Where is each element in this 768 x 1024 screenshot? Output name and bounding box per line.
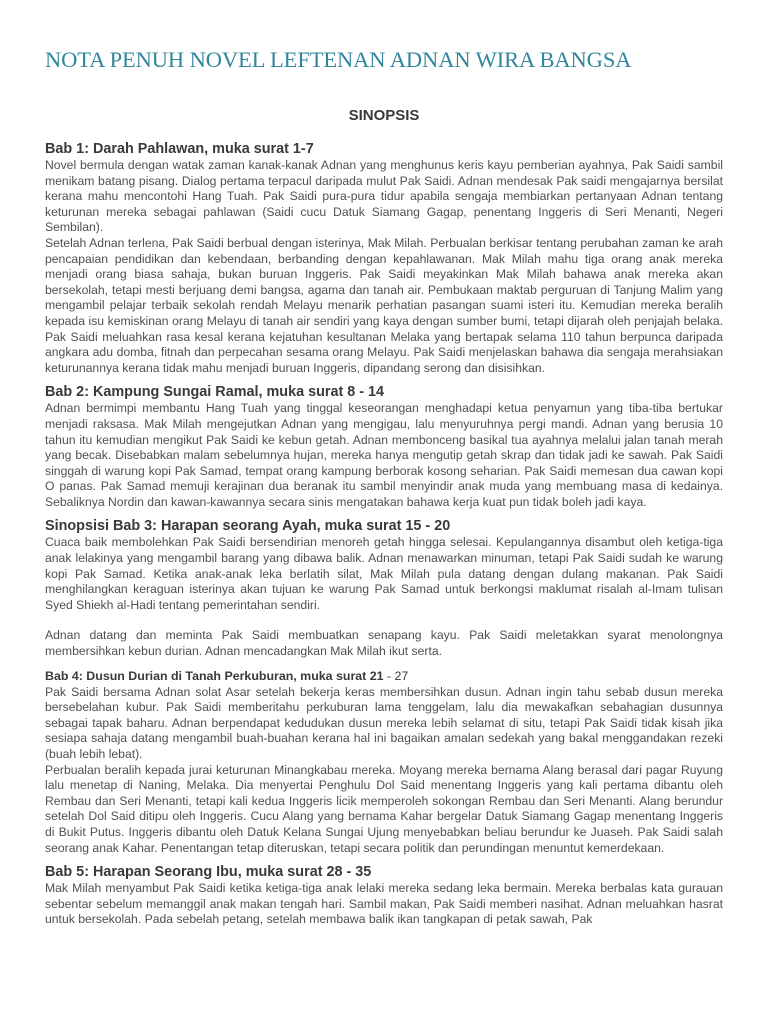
blank-line — [45, 613, 723, 628]
paragraph: Perbualan beralih kepada jurai keturunan Minangkabau mereka. Moyang mereka bernama Alang berasal dari pagar Ruyung lalu menetap di Naning, Melaka. Dia menyertai Penghulu Dol Said menentang Inggeris yang kali pertama dibantu oleh Rembau dan Seri Menanti, tetapi kali kedua Inggeris licik memperoleh sokongan Rembau dan Seri Menanti. Alang berundur setelah Dol Said ditipu oleh Inggeris. Cucu Alang yang bernama Kahar bergelar Datuk Siamang Gagap menentang Inggeris di Bukit Putus. Inggeris dibantu oleh Datuk Kelana Sungai Ujung menyebabkan beliau berundur ke Juaseh. Pak Saidi salah seorang anak Kahar. Penentangan tetap diteruskan, tetapi secara politik dan perundingan menuntut kemerdekaan. — [45, 762, 723, 855]
chapter-2 — [45, 383, 723, 510]
chapter-heading — [45, 667, 723, 685]
chapter-heading-tail: - 27 — [383, 668, 409, 683]
chapter-1 — [45, 140, 723, 376]
chapter-heading: Bab 2: Kampung Sungai Ramal, muka surat 8 - 14 — [45, 384, 385, 401]
paragraph: Pak Saidi bersama Adnan solat Asar setelah bekerja keras membersihkan dusun. Adnan ingin tahu sebab dusun mereka bersebelahan kubur. Pak Saidi memberitahu perkuburan lama tenggelam, lalu dia mewakafkan sebahagian dusunnya sebagai tapak baharu. Adnan berpendapat kedudukan dusun mereka lebih selamat di situ, tetapi Pak Saidi tidak kisah jika sesiapa sahaja datang mengambil buah-buahan kerana hal ini bagaikan amalan sedekah yang bakal menggandakan rezeki (buah lebih lebat). — [45, 684, 723, 761]
chapter-heading: Sinopsisi Bab 3: Harapan seorang Ayah, muka surat 15 - 20 — [45, 518, 451, 535]
chapter-heading: Bab 5: Harapan Seorang Ibu, muka surat 28 - 35 — [45, 864, 372, 881]
chapter-3 — [45, 517, 723, 659]
paragraph: Adnan bermimpi membantu Hang Tuah yang tinggal keseorangan menghadapi ketua penyamun yang tiba-tiba bertukar menjadi raksasa. Mak Milah mengejutkan Adnan yang mengigau, lalu menyuruhnya pergi mandi. Adnan yang berusia 10 tahun itu kemudian mengikut Pak Saidi ke kebun getah. Adnan membonceng basikal tua ayahnya melalui jalan tanah merah yang becak. Disebabkan malam sebelumnya hujan, mereka hanya mengutip getah skrap dan tidak jadi ke sawah. Pak Saidi singgah di warung kopi Pak Samad, tempat orang kampung berborak kosong seharian. Pak Saidi memesan dua cawan kopi O panas. Pak Samad memuji kerajinan dua beranak itu sambil menyindir anak muda yang membuang masa di kedainya. Sebaliknya Nordin dan kawan-kawannya secara sinis mengatakan bahawa kerja kuat pun tidak boleh jadi kaya. — [45, 401, 723, 509]
document-title: NOTA PENUH NOVEL LEFTENAN ADNAN WIRA BANGSA — [45, 47, 632, 72]
chapter-heading: Bab 1: Darah Pahlawan, muka surat 1-7 — [45, 141, 314, 157]
paragraph: Mak Milah menyambut Pak Saidi ketika ketiga-tiga anak lelaki mereka sedang leka bermain. Mereka berbalas kata gurauan sebentar sebelum memanggil anak makan tengah hari. Sambil makan, Pak Saidi memberi nasihat. Adnan meluahkan hasrat untuk bersekolah. Pada sebelah petang, setelah membawa balik ikan tangkapan di petak sawah, Pak — [45, 881, 723, 927]
paragraph: Cuaca baik membolehkan Pak Saidi bersendirian menoreh getah hingga selesai. Kepulangannya disambut oleh ketiga-tiga anak lelakinya yang mengambil barang yang dibawa balik. Adnan menawarkan minuman, tetapi Pak Saidi sudah ke warung kopi Pak Samad. Ketika anak-anak leka berlatih silat, Mak Milah pula datang dengan dulang makanan. Pak Saidi menghilangkan keraguan isterinya akan tujuan ke warung Pak Samad untuk berkongsi maklumat risalah al-Imam tulisan Syed Shiekh al-Hadi tentang pemerintahan sendiri. — [45, 535, 723, 612]
paragraph: Novel bermula dengan watak zaman kanak-kanak Adnan yang menghunus keris kayu pemberian ayahnya, Pak Saidi sambil menikam batang pisang. Dialog pertama terpacul daripada mulut Pak Saidi. Adnan mendesak Pak saidi mengajarnya bersilat kerana mahu mencontohi Hang Tuah. Pak Saidi pura-pura tidur apabila sengaja membiarkan pertanyaan Adnan tentang keturunan mereka sebagai pahlawan (Saidi cucu Datuk Siamang Gagap, penentang Inggeris di Seri Menanti, Negeri Sembilan). — [45, 158, 723, 235]
document-body — [45, 140, 723, 928]
section-heading: SINOPSIS — [348, 107, 420, 124]
chapter-4 — [45, 667, 723, 857]
chapter-5 — [45, 863, 723, 928]
paragraph: Setelah Adnan terlena, Pak Saidi berbual dengan isterinya, Mak Milah. Perbualan berkisar tentang perubahan zaman ke arah pencapaian pendidikan dan kebendaan, berbanding dengan kepahlawanan. Mak Milah mahu tiga orang anak mereka menjadi orang biasa sahaja, bukan buruan Inggeris. Pak Saidi meyakinkan Mak Milah bahawa anak mereka akan bersekolah, tetapi mesti berjuang demi bangsa, agama dan tanah air. Pembukaan maktab perguruan di Tanjung Malim yang mengambil pelajar terbaik sekolah rendah Melayu menarik perhatian pasangan suami isteri itu. Kemudian mereka beralih kepada isu kemiskinan orang Melayu di tanah air sendiri yang kaya dengan sumber bumi, tetapi dijarah oleh penjajah belaka. Pak Saidi meluahkan rasa kesal kerana kejatuhan kesultanan Melaka yang bertapak selama 110 tahun berpunca daripada angkara adu domba, fitnah dan perpecahan sesama orang Melayu. Pak Saidi menjelaskan bahawa dia sengaja merahsiakan keturunannya kerana tidak mahu menjadi buruan Inggeris, dipandang serong dan disisihkan. — [45, 235, 723, 375]
chapter-heading-main: Bab 4: Dusun Durian di Tanah Perkuburan, muka surat 21 — [45, 668, 384, 683]
paragraph: Adnan datang dan meminta Pak Saidi membuatkan senapang kayu. Pak Saidi meletakkan syarat menolongnya membersihkan kebun durian. Adnan mencadangkan Mak Milah ikut serta. — [45, 628, 723, 659]
